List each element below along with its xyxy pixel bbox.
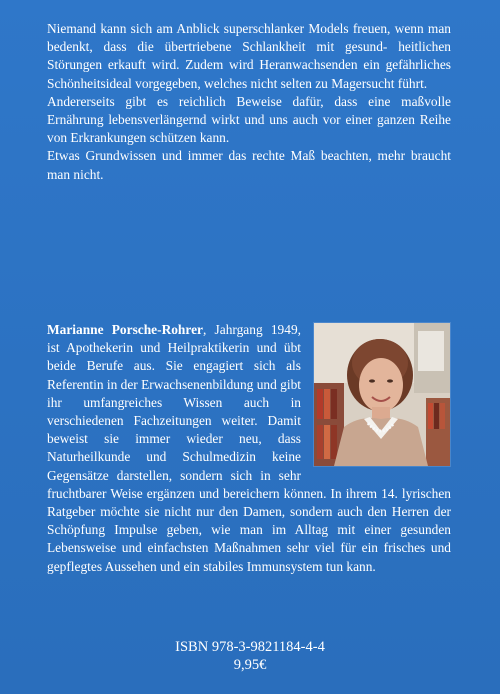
price: 9,95€ bbox=[233, 657, 267, 673]
blurb-paragraph-3: Etwas Grundwissen und immer das rechte Maß beachten, mehr braucht man nicht. bbox=[47, 148, 451, 182]
isbn: ISBN 978-3-9821184-4-4 bbox=[175, 639, 325, 655]
blurb-paragraph-2: Andererseits gibt es reichlich Beweise dafür, dass eine maßvolle Ernährung lebensverlängernd wirkt und uns auch vor einer ganzen Reihe von Erkrankungen schützen kann. bbox=[47, 93, 451, 146]
author-name: Marianne Porsche-Rohrer bbox=[47, 322, 203, 337]
cover-blurb bbox=[47, 20, 451, 184]
bio-body: , Jahrgang 1949, ist Apothekerin und Heilpraktikerin und übt beide Berufe aus. Sie engagiert sich als Referentin in der Erwachsenenbildung und gibt ihr umfangreiches Wissen auch in verschiedenen Fachzeitungen weiter. Damit beweist sie immer wieder neu, dass Naturheilkunde und Schulmedizin keine Gegensätze darstellen, sondern sich in sehr fruchtbarer Weise ergänzen und bereichern können. In ihrem 14. lyrischen Ratgeber möchte sie nicht nur den Damen, sondern auch den Herren der Schöpfung Impulse geben, wie man im Alltag mit einer gesunden Lebensweise und einfachsten Maßnahmen sehr viel für ein frisches und gepflegtes Aussehen und ein stabiles Immunsystem tun kann. bbox=[47, 322, 451, 574]
author-photo bbox=[313, 322, 451, 467]
blurb-paragraph-1: Niemand kann sich am Anblick superschlanker Models freuen, wenn man bedenkt, dass die übertriebene Schlankheit mit gesund- heitlichen Störungen erkauft wird. Zudem wird Heranwachsenden ein gefährliches Schönheitsideal vorgegeben, welches nicht selten zu Magersucht führt. bbox=[47, 21, 451, 91]
author-bio bbox=[47, 321, 451, 576]
